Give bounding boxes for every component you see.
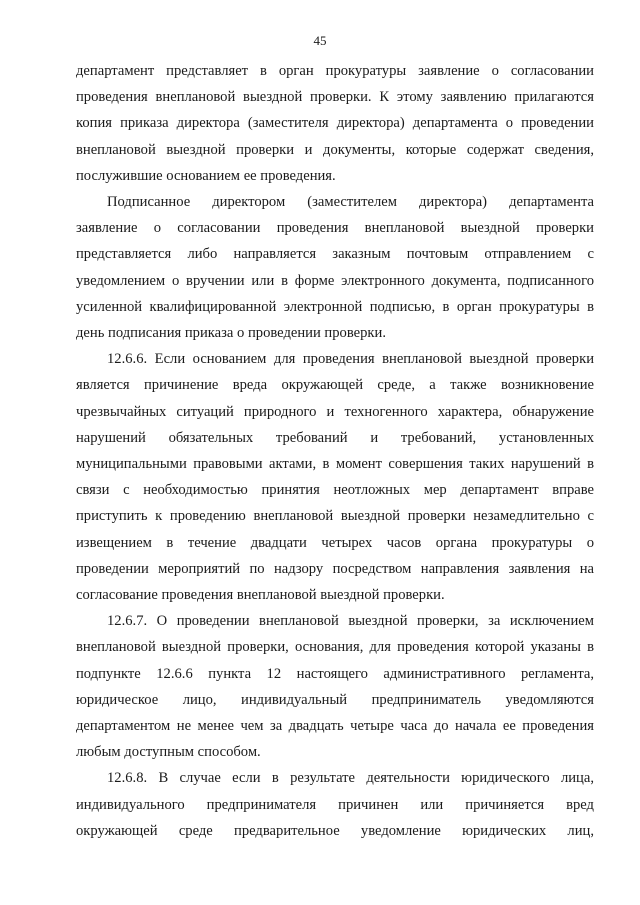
text-line: внеплановой выездной проверки, основания, для проведения которой указаны в bbox=[76, 639, 594, 656]
text-line: муниципальными правовыми актами, в момент совершения таких нарушений в bbox=[76, 456, 594, 473]
text-line: приступить к проведению внеплановой выездной проверки незамедлительно с bbox=[76, 508, 594, 525]
text-line: любым доступным способом. bbox=[76, 744, 261, 761]
text-line: день подписания приказа о проведении проверки. bbox=[76, 325, 386, 342]
page-number: 45 bbox=[313, 33, 327, 48]
text-line: копия приказа директора (заместителя директора) департамента о проведении bbox=[76, 115, 594, 132]
document-body bbox=[76, 58, 594, 844]
text-line: заявление о согласовании проведения внеплановой выездной проверки bbox=[76, 220, 594, 237]
text-line: является причинение вреда окружающей среде, а также возникновение bbox=[76, 377, 594, 394]
text-line: 12.6.7. О проведении внеплановой выездной проверки, за исключением bbox=[107, 613, 594, 630]
text-line: департамент представляет в орган прокуратуры заявление о согласовании bbox=[76, 63, 594, 79]
text-line: внеплановой выездной проверки и документы, которые содержат сведения, bbox=[76, 141, 594, 158]
text-line: послужившие основанием ее проведения. bbox=[76, 167, 336, 184]
text-line: извещением в течение двадцати четырех часов органа прокуратуры о bbox=[76, 534, 594, 551]
text-line: окружающей среде предварительное уведомление юридических лиц, bbox=[76, 822, 594, 839]
text-line: усиленной квалифицированной электронной подписью, в орган прокуратуры в bbox=[76, 298, 594, 315]
text-line: подпункте 12.6.6 пункта 12 настоящего административного регламента, bbox=[76, 665, 594, 682]
text-line: нарушений обязательных требований и требований, установленных bbox=[76, 429, 594, 446]
text-line: юридическое лицо, индивидуальный предприниматель уведомляются bbox=[76, 691, 594, 708]
text-line: связи с необходимостью принятия неотложных мер департамент вправе bbox=[76, 482, 594, 499]
paragraph bbox=[76, 189, 594, 346]
text-line: Подписанное директором (заместителем директора) департамента bbox=[107, 194, 594, 211]
text-line: согласование проведения внеплановой выездной проверки. bbox=[76, 587, 445, 604]
text-line: чрезвычайных ситуаций природного и техногенного характера, обнаружение bbox=[76, 403, 594, 420]
paragraph bbox=[76, 346, 594, 608]
paragraph bbox=[76, 765, 594, 844]
text-line: 12.6.6. Если основанием для проведения внеплановой выездной проверки bbox=[107, 351, 594, 368]
text-line: 12.6.8. В случае если в результате деятельности юридического лица, bbox=[107, 770, 594, 787]
text-line: индивидуального предпринимателя причинен или причиняется вред bbox=[76, 796, 594, 813]
paragraph bbox=[76, 608, 594, 765]
paragraph bbox=[76, 58, 594, 189]
text-line: проведении мероприятий по надзору посредством направления заявления на bbox=[76, 560, 594, 577]
text-line: проведения внеплановой выездной проверки. К этому заявлению прилагаются bbox=[76, 89, 594, 106]
text-line: департаментом не менее чем за двадцать четыре часа до начала ее проведения bbox=[76, 718, 594, 735]
text-line: уведомлением о вручении или в форме электронного документа, подписанного bbox=[76, 272, 594, 289]
text-line: представляется либо направляется заказным почтовым отправлением с bbox=[76, 246, 594, 263]
